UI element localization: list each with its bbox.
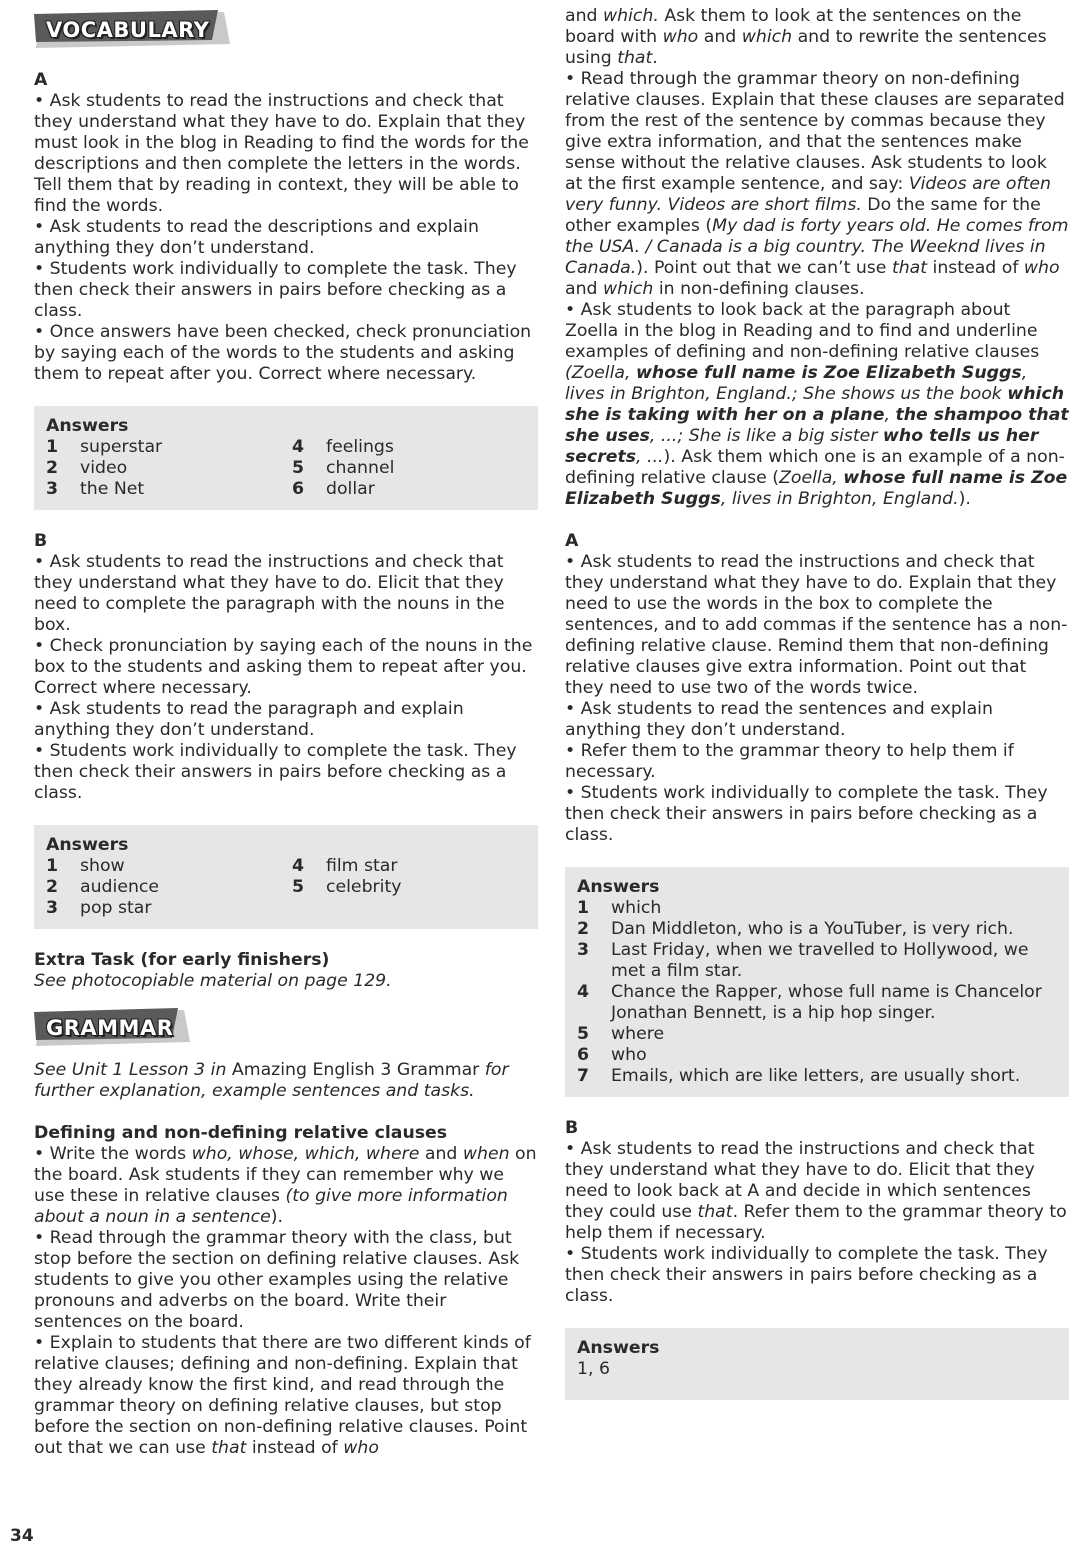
grammar-heading: Defining and non-defining relative clauses bbox=[34, 1123, 448, 1143]
answer-item: 6 dollar bbox=[292, 479, 375, 499]
answers-title: Answers bbox=[46, 835, 129, 855]
grammar-badge bbox=[34, 1008, 194, 1048]
answer-item: 5 channel bbox=[292, 458, 395, 478]
answer-item: 2 Dan Middleton, who is a YouTuber, is very rich. bbox=[577, 919, 1014, 939]
vocab-b-bullet-3: • Ask students to read the paragraph and explain anything they don’t understand. bbox=[34, 699, 464, 740]
answer-item: 4 feelings bbox=[292, 437, 394, 457]
answer-item: 1 which bbox=[577, 898, 662, 918]
grammar-section-a bbox=[565, 531, 1069, 846]
answer-item: 7 Emails, which are like letters, are usually short. bbox=[577, 1066, 1021, 1086]
answer-item: 3 the Net bbox=[46, 479, 145, 499]
vocab-section-b bbox=[34, 531, 538, 804]
answer-item: 2 audience bbox=[46, 877, 160, 897]
grammar-bullet-3-part1: • Explain to students that there are two different kinds of relative clauses; defining and non-defining. Explain that they already know the first kind, and read through the grammar theory on defining relative clauses, but stop before the section on non-defining relative clauses. Point out that we can use that instead of who bbox=[34, 1333, 531, 1458]
answer-item: 3 Last Friday, when we travelled to Hollywood, we met a film star. bbox=[577, 940, 1029, 981]
answer-item: 6 who bbox=[577, 1045, 647, 1065]
grammar-bullet-1: • Write the words who, whose, which, where and when on the board. Ask students if they can remember why we use these in relative clauses (to give more information about a noun in a sentence). bbox=[34, 1144, 537, 1227]
section-letter: B bbox=[565, 1118, 579, 1138]
left-column bbox=[34, 0, 538, 1459]
vocabulary-title: VOCABULARY bbox=[46, 18, 210, 42]
answers-title: Answers bbox=[577, 877, 660, 897]
section-letter: B bbox=[34, 531, 48, 551]
grammar-bullet-5: • Ask students to look back at the paragraph about Zoella in the blog in Reading and to find and underline examples of defining and non-defining relative clauses (Zoella, whose full name is Zoe Elizabeth Suggs, lives in Brighton, England.; She shows us the book which she is taking with her on a plane, the shampoo that she uses, ...; She is like a big sister who tells us her secrets, ...). Ask them which one is an example of a non-defining relative clause (Zoella, whose full name is Zoe Elizabeth Suggs, lives in Brighton, England.). bbox=[565, 300, 1069, 509]
answers-title: Answers bbox=[577, 1338, 660, 1358]
answer-item: 5 celebrity bbox=[292, 877, 402, 897]
answer-item: 1 show bbox=[46, 856, 125, 876]
extra-task-title: Extra Task (for early finishers) bbox=[34, 950, 330, 970]
section-letter: A bbox=[34, 70, 48, 90]
extra-task-text: See photocopiable material on page 129. bbox=[34, 971, 392, 991]
vocabulary-badge bbox=[34, 10, 234, 50]
grammar-reference: See Unit 1 Lesson 3 in Amazing English 3 Grammar for further explanation, example sentences and tasks. bbox=[34, 1060, 509, 1101]
grammar-bullet-3-part2: and which. Ask them to look at the sentences on the board with who and which and to rewrite the sentences using that. bbox=[565, 6, 1047, 68]
answer-item: 2 video bbox=[46, 458, 128, 478]
grammar-bullet-2: • Read through the grammar theory with the class, but stop before the section on defining relative clauses. Ask students to give you other examples using the relative pronouns and adverbs on the board. Write their sentences on the board. bbox=[34, 1228, 520, 1332]
vocab-a-bullet-2: • Ask students to read the descriptions and explain anything they don’t understand. bbox=[34, 217, 479, 258]
vocab-b-bullet-2: • Check pronunciation by saying each of the nouns in the box to the students and asking them to repeat after you. Correct where necessary. bbox=[34, 636, 533, 698]
grammar-a-answers-box bbox=[565, 867, 1069, 1097]
vocab-a-answers-box bbox=[34, 406, 538, 510]
answer-item: 1 superstar bbox=[46, 437, 163, 457]
vocab-section-a bbox=[34, 70, 538, 385]
grammar-b-bullet-1: • Ask students to read the instructions and check that they understand what they have to do. Elicit that they need to look back at A and decide in which sentences they could use that. Refer them to the grammar theory to help them if necessary. bbox=[565, 1139, 1067, 1243]
answer-item: 5 where bbox=[577, 1024, 665, 1044]
grammar-a-bullet-2: • Ask students to read the sentences and explain anything they don’t understand. bbox=[565, 699, 993, 740]
grammar-title: GRAMMAR bbox=[46, 1016, 174, 1040]
grammar-b-bullet-2: • Students work individually to complete the task. They then check their answers in pairs before checking as a class. bbox=[565, 1244, 1048, 1306]
answer-text: 1, 6 bbox=[577, 1359, 610, 1379]
answer-item: 4 Chance the Rapper, whose full name is Chancelor Jonathan Bennett, is a hip hop singer. bbox=[577, 982, 1042, 1023]
vocab-a-bullet-3: • Students work individually to complete the task. They then check their answers in pairs before checking as a class. bbox=[34, 259, 517, 321]
grammar-a-bullet-4: • Students work individually to complete the task. They then check their answers in pairs before checking as a class. bbox=[565, 783, 1048, 845]
vocab-b-bullet-4: • Students work individually to complete the task. They then check their answers in pairs before checking as a class. bbox=[34, 741, 517, 803]
grammar-b-answers-box bbox=[565, 1328, 1069, 1400]
extra-task bbox=[34, 950, 538, 992]
grammar-a-bullet-3: • Refer them to the grammar theory to help them if necessary. bbox=[565, 741, 1014, 782]
answer-item: 4 film star bbox=[292, 856, 398, 876]
vocab-a-bullet-1: • Ask students to read the instructions and check that they understand what they have to do. Explain that they must look in the blog in Reading to find the words for the descriptions and then complete the letters in the words. Tell them that by reading in context, they will be able to find the words. bbox=[34, 91, 529, 216]
section-letter: A bbox=[565, 531, 579, 551]
grammar-a-bullet-1: • Ask students to read the instructions and check that they understand what they have to do. Explain that they need to use the words in the box to complete the sentences, and to add commas if the sentence has a non-defining relative clause. Remind them that non-defining relative clauses give extra information. Point out that they need to use two of the words twice. bbox=[565, 552, 1068, 698]
answers-title: Answers bbox=[46, 416, 129, 436]
grammar-section-b bbox=[565, 1118, 1069, 1307]
page-number: 34 bbox=[10, 1526, 34, 1546]
right-column bbox=[565, 6, 1069, 1400]
grammar-bullet-4: • Read through the grammar theory on non-defining relative clauses. Explain that these clauses are separated from the rest of the sentence by commas because they give extra information, and that the sentences make sense without the relative clauses. Ask students to look at the first example sentence, and say: Videos are often very funny. Videos are short films. Do the same for the other examples (My dad is forty years old. He comes from the USA. / Canada is a big country. The Weeknd lives in Canada.). Point out that we can’t use that instead of who and which in non-defining clauses. bbox=[565, 69, 1069, 299]
vocab-a-bullet-4: • Once answers have been checked, check pronunciation by saying each of the words to the students and asking them to repeat after you. Correct where necessary. bbox=[34, 322, 532, 384]
answer-item: 3 pop star bbox=[46, 898, 152, 918]
vocab-b-bullet-1: • Ask students to read the instructions and check that they understand what they have to do. Elicit that they need to complete the paragraph with the nouns in the box. bbox=[34, 552, 505, 635]
vocab-b-answers-box bbox=[34, 825, 538, 929]
